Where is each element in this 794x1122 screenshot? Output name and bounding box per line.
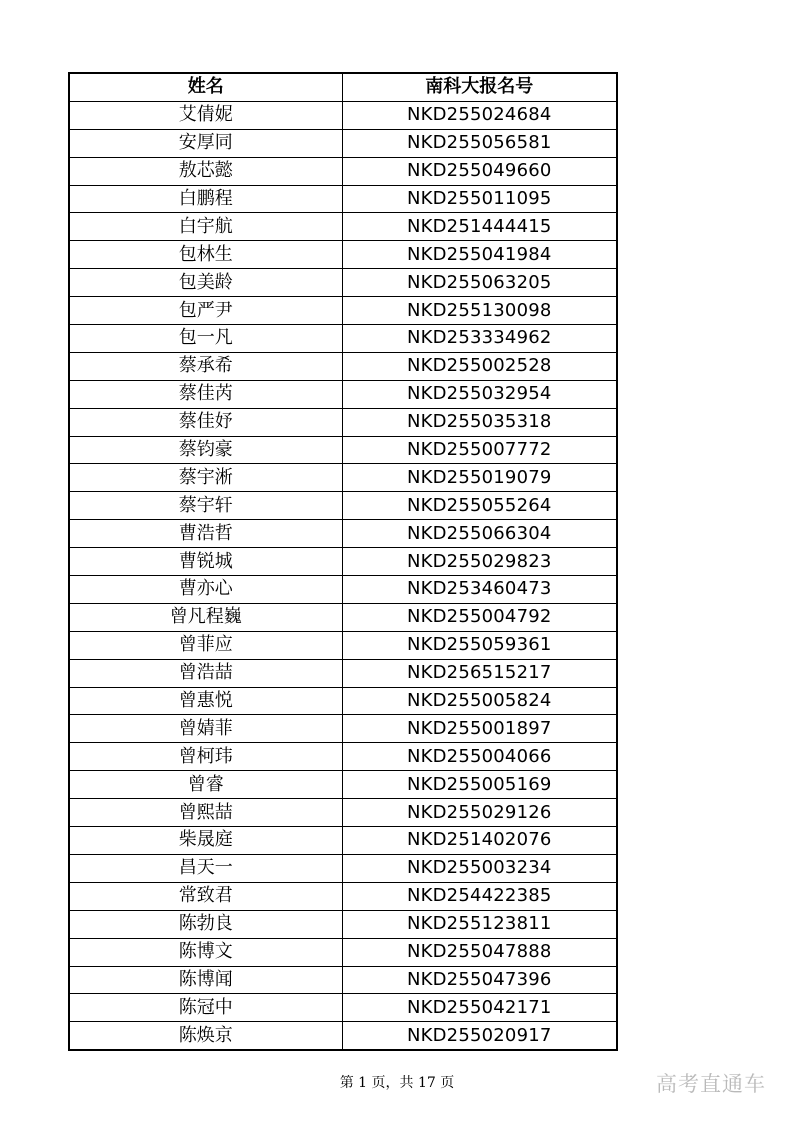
table-row (69, 715, 617, 743)
cell-registration-number: NKD253334962 (342, 325, 617, 353)
table-row (69, 213, 617, 241)
table-row (69, 882, 617, 910)
table-row (69, 1022, 617, 1050)
cell-registration-number: NKD255063205 (342, 269, 617, 297)
cell-name: 曾睿 (69, 771, 342, 799)
table-header-row (69, 73, 617, 101)
cell-name: 柴晟庭 (69, 827, 342, 855)
table-row (69, 464, 617, 492)
cell-name: 包一凡 (69, 325, 342, 353)
roster-table-body (69, 101, 617, 1050)
cell-registration-number: NKD255004066 (342, 743, 617, 771)
cell-name: 蔡承希 (69, 352, 342, 380)
cell-name: 包严尹 (69, 297, 342, 325)
table-row (69, 827, 617, 855)
table-row (69, 576, 617, 604)
table-row (69, 743, 617, 771)
cell-registration-number: NKD255055264 (342, 492, 617, 520)
table-row (69, 603, 617, 631)
cell-name: 陈博闻 (69, 966, 342, 994)
cell-name: 陈焕京 (69, 1022, 342, 1050)
table-row (69, 966, 617, 994)
table-row (69, 687, 617, 715)
cell-registration-number: NKD251444415 (342, 213, 617, 241)
cell-name: 曹锐城 (69, 548, 342, 576)
cell-name: 曾婧菲 (69, 715, 342, 743)
table-row (69, 799, 617, 827)
cell-registration-number: NKD255001897 (342, 715, 617, 743)
cell-registration-number: NKD255130098 (342, 297, 617, 325)
cell-registration-number: NKD254422385 (342, 882, 617, 910)
cell-name: 曾菲应 (69, 631, 342, 659)
column-header-name: 姓名 (69, 73, 342, 101)
table-row (69, 269, 617, 297)
table-row (69, 436, 617, 464)
table-row (69, 910, 617, 938)
cell-registration-number: NKD255056581 (342, 129, 617, 157)
table-row (69, 101, 617, 129)
cell-registration-number: NKD251402076 (342, 827, 617, 855)
cell-registration-number: NKD255041984 (342, 241, 617, 269)
cell-name: 曾惠悦 (69, 687, 342, 715)
cell-name: 曹亦心 (69, 576, 342, 604)
cell-registration-number: NKD255005824 (342, 687, 617, 715)
cell-registration-number: NKD255066304 (342, 520, 617, 548)
cell-registration-number: NKD255042171 (342, 994, 617, 1022)
table-row (69, 325, 617, 353)
cell-name: 陈冠中 (69, 994, 342, 1022)
cell-name: 常致君 (69, 882, 342, 910)
cell-registration-number: NKD255047888 (342, 938, 617, 966)
cell-registration-number: NKD255035318 (342, 408, 617, 436)
roster-table-container (68, 72, 616, 1051)
table-row (69, 631, 617, 659)
table-row (69, 520, 617, 548)
table-row (69, 994, 617, 1022)
cell-name: 曾熙喆 (69, 799, 342, 827)
cell-name: 陈博文 (69, 938, 342, 966)
table-row (69, 938, 617, 966)
table-row (69, 297, 617, 325)
cell-name: 包美龄 (69, 269, 342, 297)
cell-name: 曾柯玮 (69, 743, 342, 771)
watermark-text: 高考直通车 (656, 1072, 766, 1096)
cell-registration-number: NKD255032954 (342, 380, 617, 408)
cell-name: 白宇航 (69, 213, 342, 241)
table-row (69, 157, 617, 185)
table-row (69, 352, 617, 380)
cell-name: 昌天一 (69, 854, 342, 882)
cell-name: 蔡佳妤 (69, 408, 342, 436)
cell-name: 安厚同 (69, 129, 342, 157)
cell-registration-number: NKD256515217 (342, 659, 617, 687)
cell-name: 蔡佳芮 (69, 380, 342, 408)
cell-registration-number: NKD255047396 (342, 966, 617, 994)
table-row (69, 548, 617, 576)
table-row (69, 659, 617, 687)
cell-name: 蔡钧豪 (69, 436, 342, 464)
cell-registration-number: NKD255029126 (342, 799, 617, 827)
cell-name: 白鹏程 (69, 185, 342, 213)
table-row (69, 241, 617, 269)
cell-registration-number: NKD255020917 (342, 1022, 617, 1050)
table-row (69, 854, 617, 882)
cell-registration-number: NKD255007772 (342, 436, 617, 464)
cell-name: 敖芯懿 (69, 157, 342, 185)
cell-name: 艾倩妮 (69, 101, 342, 129)
cell-registration-number: NKD255011095 (342, 185, 617, 213)
cell-name: 曹浩哲 (69, 520, 342, 548)
cell-name: 陈勃良 (69, 910, 342, 938)
page-number-footer: 第 1 页，共 17 页 (339, 1075, 455, 1091)
column-header-registration-number: 南科大报名号 (342, 73, 617, 101)
table-row (69, 185, 617, 213)
cell-registration-number: NKD255049660 (342, 157, 617, 185)
cell-registration-number: NKD255004792 (342, 603, 617, 631)
roster-table (68, 72, 618, 1051)
cell-registration-number: NKD255123811 (342, 910, 617, 938)
table-row (69, 492, 617, 520)
cell-registration-number: NKD255019079 (342, 464, 617, 492)
table-row (69, 380, 617, 408)
cell-registration-number: NKD253460473 (342, 576, 617, 604)
cell-registration-number: NKD255002528 (342, 352, 617, 380)
cell-name: 曾凡程巍 (69, 603, 342, 631)
table-row (69, 408, 617, 436)
table-row (69, 771, 617, 799)
cell-registration-number: NKD255003234 (342, 854, 617, 882)
cell-registration-number: NKD255059361 (342, 631, 617, 659)
cell-name: 蔡宇淅 (69, 464, 342, 492)
cell-name: 包林生 (69, 241, 342, 269)
cell-name: 蔡宇轩 (69, 492, 342, 520)
cell-registration-number: NKD255029823 (342, 548, 617, 576)
cell-registration-number: NKD255024684 (342, 101, 617, 129)
table-row (69, 129, 617, 157)
cell-name: 曾浩喆 (69, 659, 342, 687)
cell-registration-number: NKD255005169 (342, 771, 617, 799)
